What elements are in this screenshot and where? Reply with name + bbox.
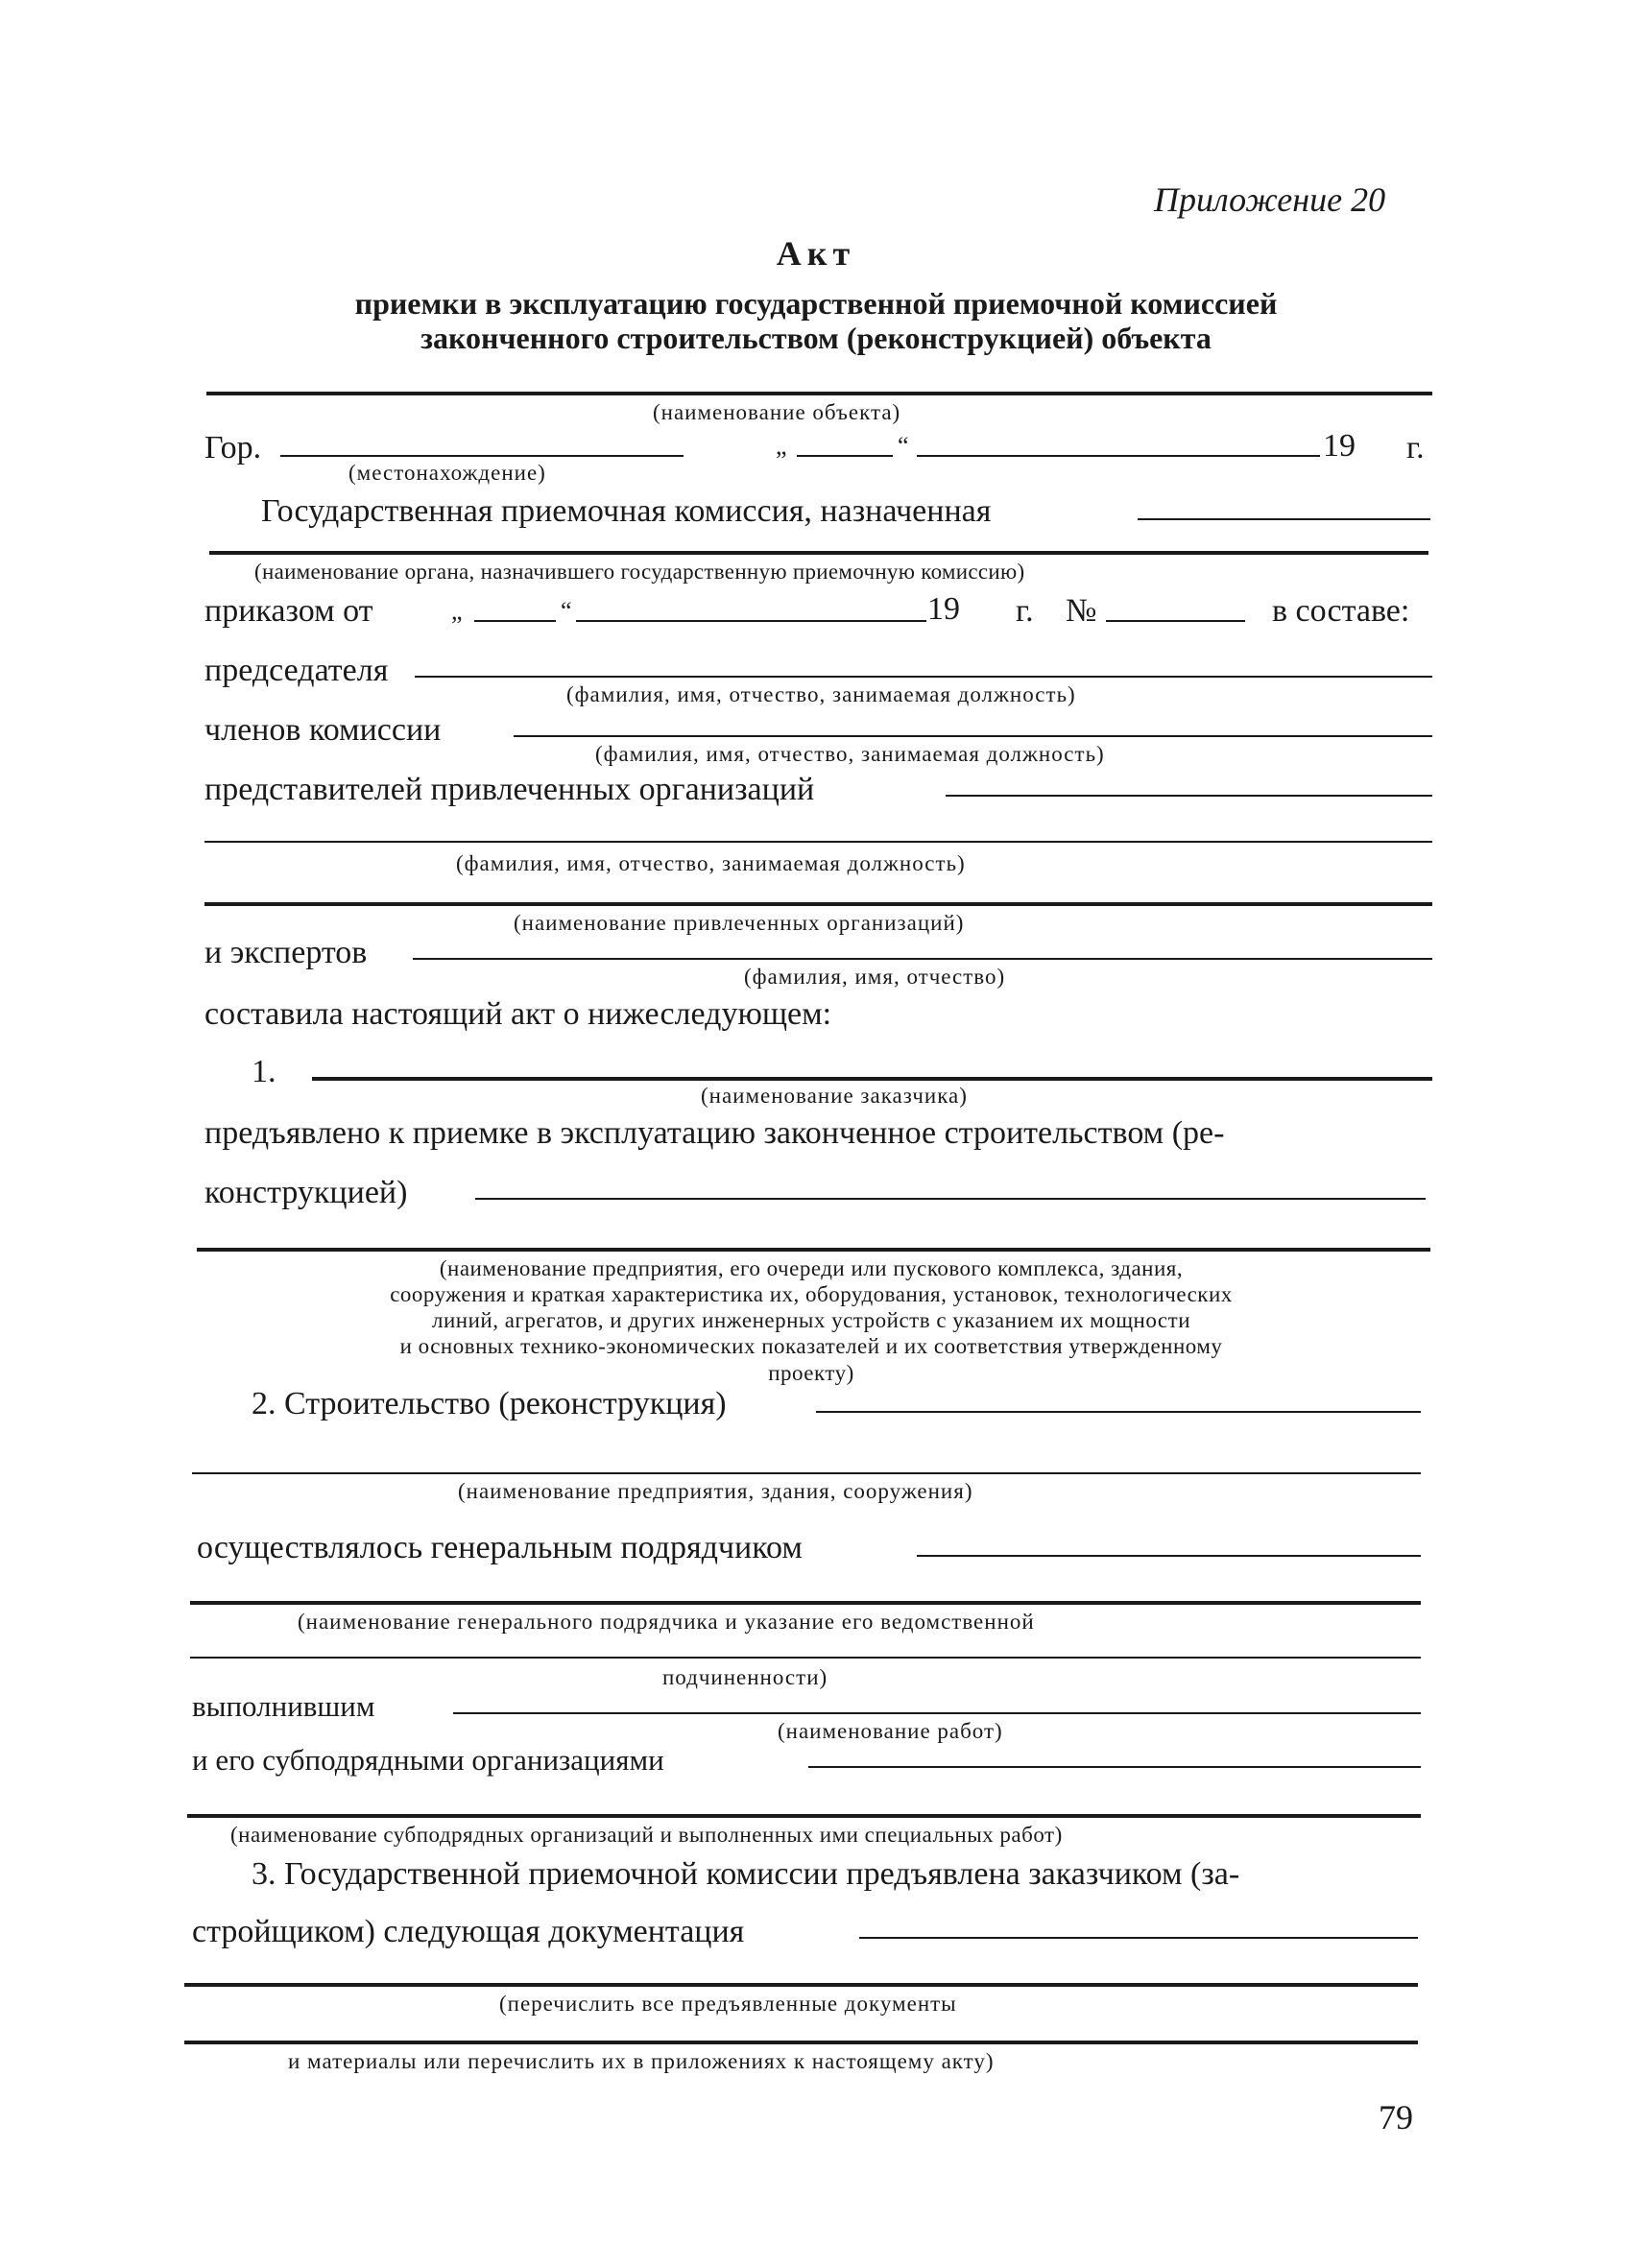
composition-label: в составе: [1272,593,1410,629]
caption-works: (наименование работ) [778,1719,1003,1743]
document-title: Акт [776,234,856,273]
commission-field[interactable] [1138,518,1430,520]
caption-enterprise-line3: линий, агрегатов, и других инженерных устройств с указанием их мощности [431,1308,1191,1333]
order-label: приказом от [204,593,373,629]
object-name-line[interactable] [206,392,1432,395]
caption-subordination: подчиненности) [662,1665,828,1689]
caption-experts: (фамилия, имя, отчество) [744,965,1006,989]
caption-documents: (перечислить все предъявленные документы [499,1992,957,2016]
documentation-field[interactable] [859,1937,1418,1939]
caption-building: (наименование предприятия, здания, сооружения) [458,1479,973,1503]
caption-enterprise [192,1255,1430,1386]
item-2-label: 2. Строительство (реконструкция) [252,1386,727,1421]
order-quote-close: “ [561,597,572,625]
members-label: членов комиссии [204,712,442,748]
caption-members: (фамилия, имя, отчество, занимаемая должность) [595,742,1105,766]
month-field[interactable] [917,455,1320,457]
works-field[interactable] [453,1712,1421,1714]
performed-label: выполнившим [192,1689,375,1723]
general-contractor-field[interactable] [917,1555,1421,1557]
caption-subcontractors: (наименование субподрядных организаций и выполненных ими специальных работ) [230,1823,1063,1847]
order-day-field[interactable] [474,620,556,622]
caption-organizations: (наименование привлеченных организаций) [514,911,965,935]
authority-line[interactable] [209,551,1428,555]
organizations-line[interactable] [204,902,1432,906]
caption-authority: (наименование органа, назначившего государственную приемочную комиссию) [254,560,1025,584]
customer-field[interactable] [312,1077,1432,1081]
subcontractors-label: и его субподрядными организациями [192,1743,664,1777]
order-quote-open: „ [451,597,463,625]
materials-line[interactable] [184,2041,1418,2044]
order-year-suffix: г. [1016,593,1034,629]
caption-general-contractor: (наименование генерального подрядчика и указание его ведомственной [298,1610,1035,1634]
commission-label: Государственная приемочная комиссия, назначенная [261,493,992,529]
general-contractor-line[interactable] [190,1601,1421,1605]
compiled-statement: составила настоящий акт о нижеследующем: [204,996,832,1032]
document-subtitle-line2: законченного строительством (реконструкцией) объекта [420,321,1212,355]
order-month-field[interactable] [576,620,926,622]
item-3-line-2: стройщиком) следующая документация [192,1914,745,1949]
document-subtitle-line1: приемки в эксплуатацию государственной приемочной комиссией [354,286,1278,321]
members-field[interactable] [514,735,1432,737]
enterprise-line[interactable] [197,1248,1430,1252]
reconstruction-field[interactable] [475,1198,1426,1200]
experts-label: и экспертов [204,935,368,970]
subordination-line[interactable] [190,1657,1421,1659]
general-contractor-label: осуществлялось генеральным подрядчиком [197,1530,803,1565]
year-suffix: г. [1406,430,1425,466]
representatives-field-2[interactable] [204,841,1432,843]
page-number: 79 [1379,2098,1413,2137]
city-label: Гор. [204,430,262,466]
date-quote-close: “ [898,432,909,460]
order-number-sign: № [1066,593,1097,629]
construction-field[interactable] [816,1411,1421,1413]
caption-enterprise-line4: и основных технико-экономических показателей и их соответствия утвержденному [399,1334,1223,1359]
representatives-label: представителей привлеченных организаций [204,772,815,807]
documents-line[interactable] [184,1983,1418,1987]
caption-materials: и материалы или перечислить их в приложениях к настоящему акту) [288,2049,995,2073]
chairman-field[interactable] [415,676,1432,678]
caption-enterprise-line5: проекту) [768,1360,854,1385]
chairman-label: председателя [204,653,389,688]
order-number-field[interactable] [1106,620,1245,622]
subcontractors-field[interactable] [808,1766,1421,1768]
presented-line-1: предъявлено к приемке в эксплуатацию законченное строительством (ре- [204,1115,1225,1151]
date-quote-open: „ [776,432,787,460]
subcontractors-line[interactable] [187,1814,1421,1818]
caption-customer: (наименование заказчика) [701,1084,968,1108]
experts-field[interactable] [413,958,1432,960]
caption-representatives: (фамилия, имя, отчество, занимаемая должность) [456,851,966,875]
city-field[interactable] [280,455,684,457]
day-field[interactable] [797,455,893,457]
caption-location: (местонахождение) [348,461,546,485]
caption-object-name: (наименование объекта) [653,400,901,424]
representatives-field[interactable] [946,795,1432,797]
caption-enterprise-line1: (наименование предприятия, его очереди или пускового комплекса, здания, [439,1256,1184,1280]
caption-chairman: (фамилия, имя, отчество, занимаемая должность) [566,682,1076,706]
item-3-line-1: 3. Государственной приемочной комиссии предъявлена заказчиком (за- [252,1856,1240,1892]
item-1-number: 1. [252,1054,276,1089]
year-prefix: 19 [1323,428,1356,464]
caption-enterprise-line2: сооружения и краткая характеристика их, оборудования, установок, технологических [390,1282,1233,1307]
building-line[interactable] [192,1472,1421,1474]
appendix-label: Приложение 20 [1154,180,1386,219]
presented-line-2: конструкцией) [204,1175,408,1210]
order-year-prefix: 19 [927,591,960,627]
